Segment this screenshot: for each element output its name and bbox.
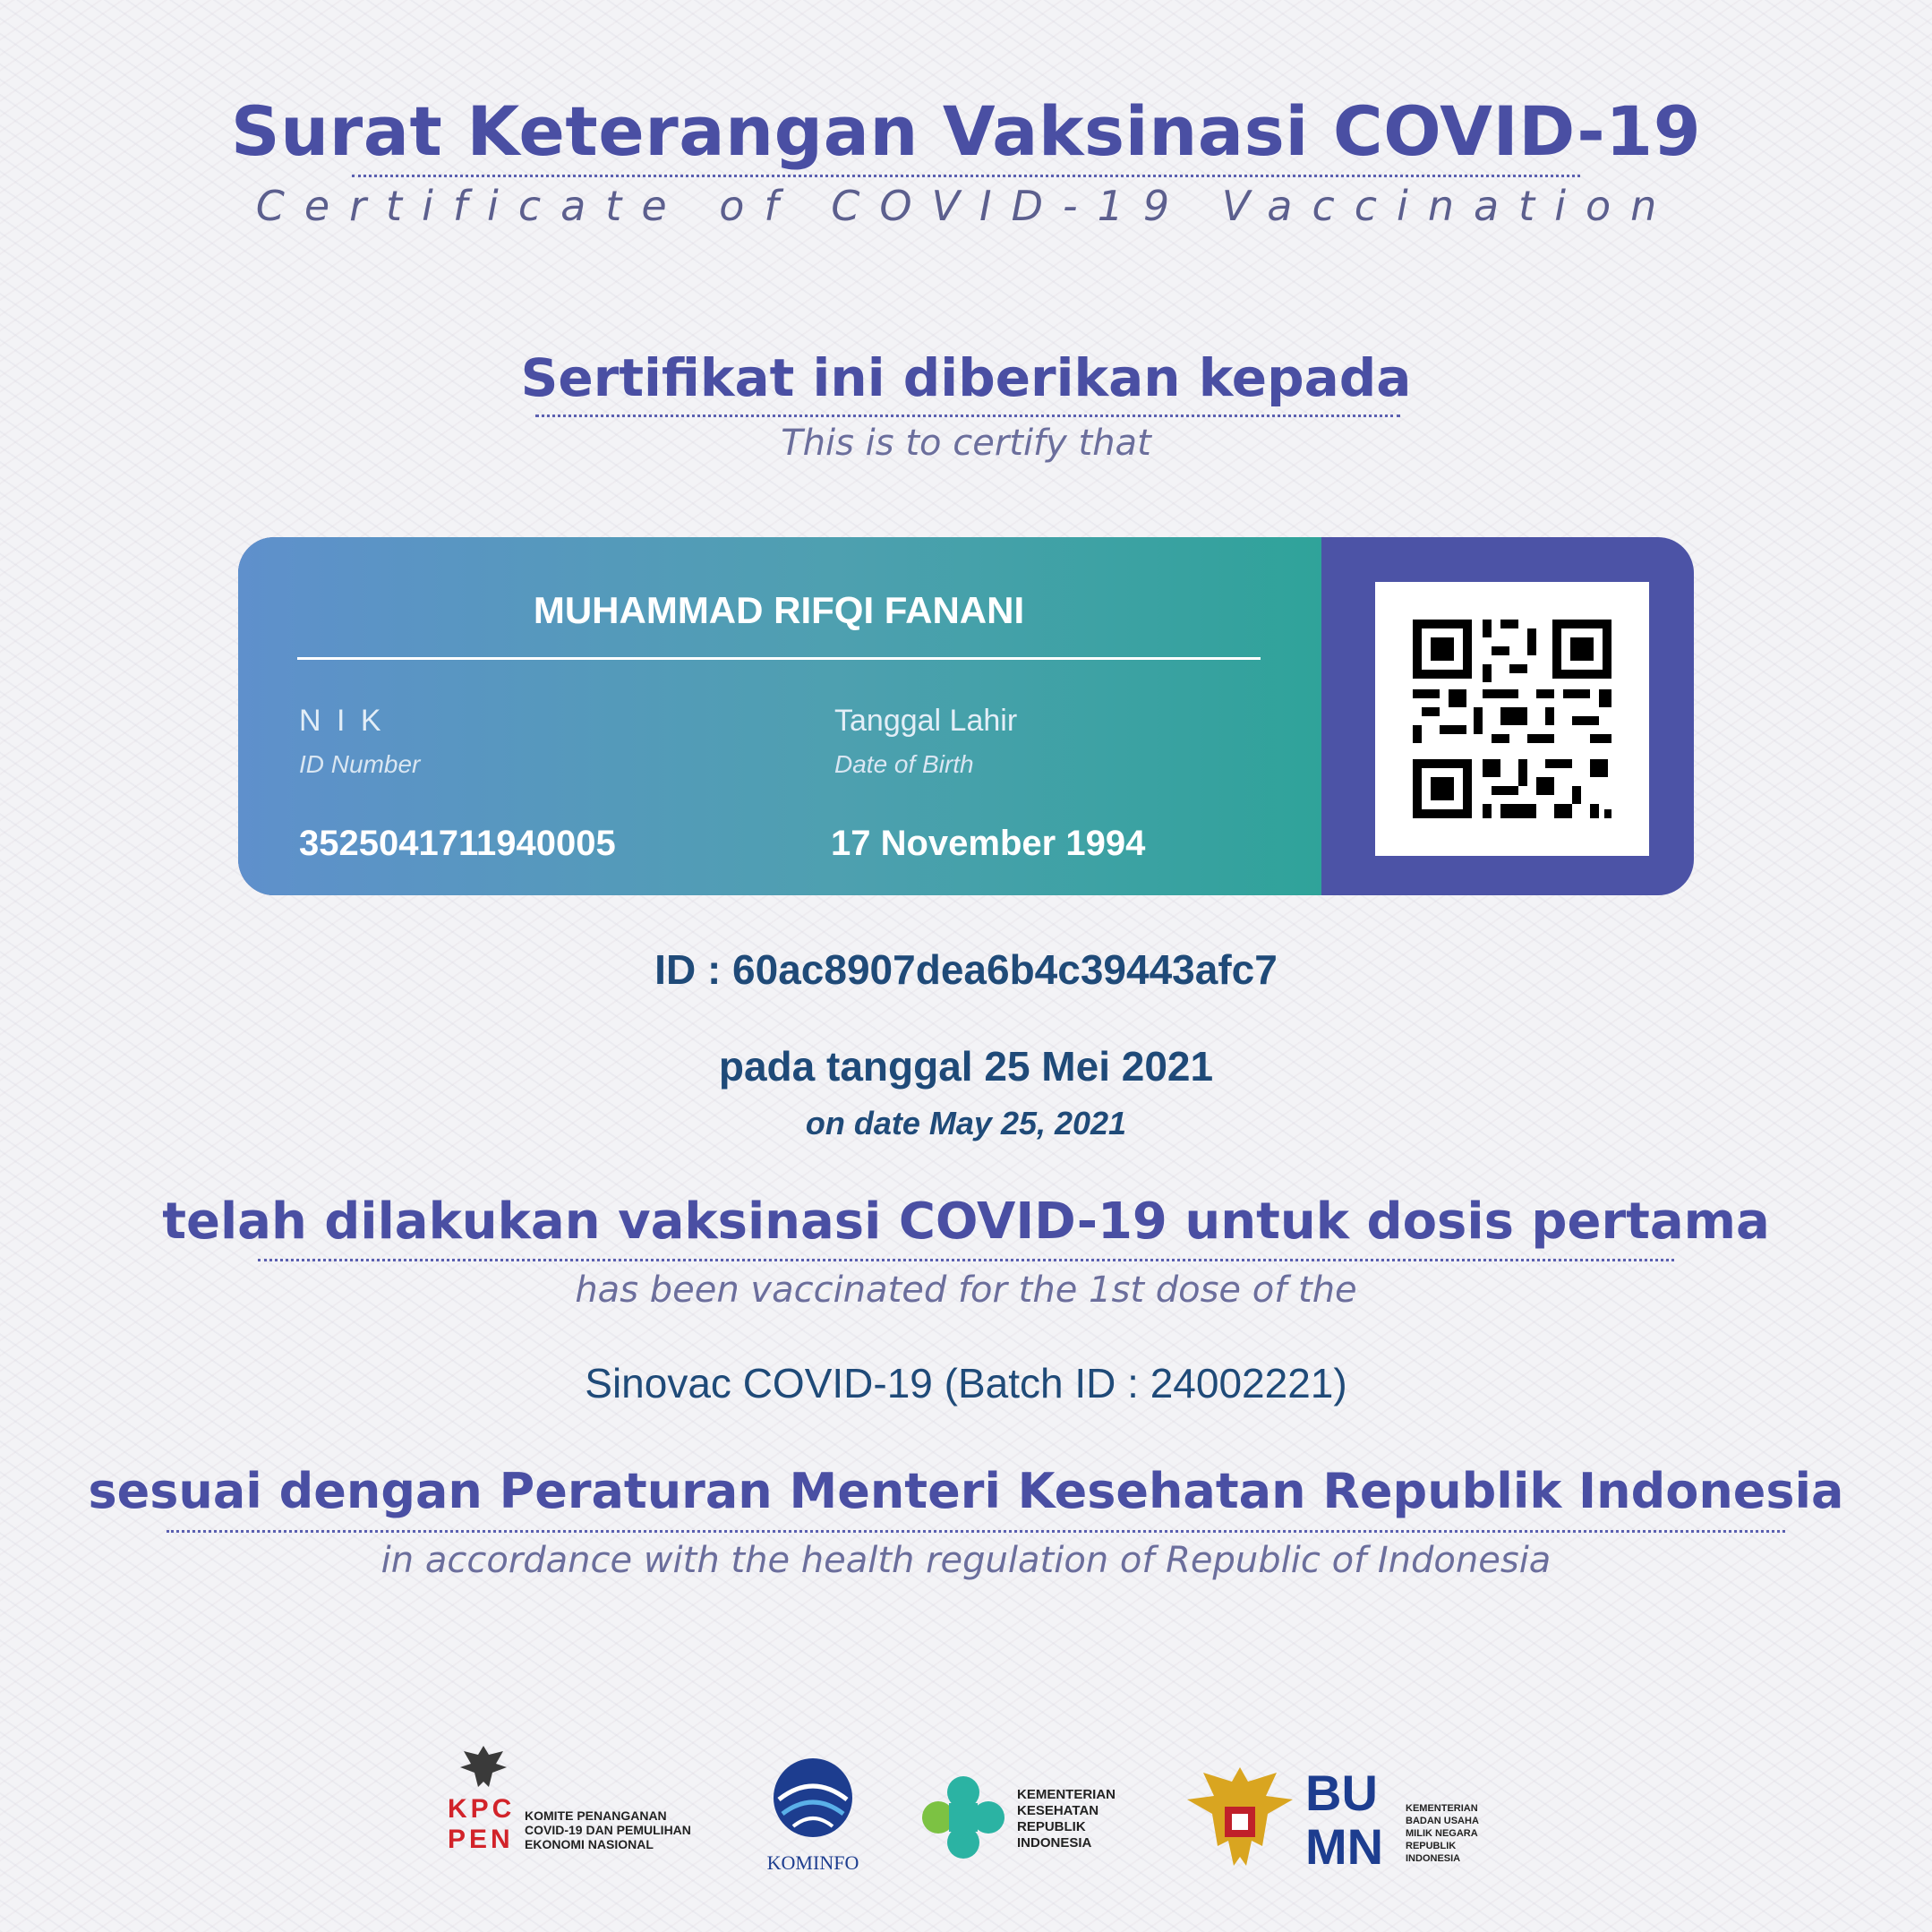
garuda-icon: [1182, 1760, 1298, 1876]
dob-label: Tanggal Lahir: [834, 704, 1018, 738]
title-divider: [352, 175, 1580, 177]
bumn-text-3: MILIK NEGARA: [1406, 1828, 1478, 1839]
garuda-small-icon: [457, 1742, 510, 1792]
kpcpen-mark-bottom: PEN: [448, 1825, 514, 1854]
vaccine-name: Sinovac COVID-19 (Batch ID : 24002221): [585, 1360, 1347, 1406]
kominfo-text: KOMINFO: [766, 1851, 859, 1874]
bumn-text-1: KEMENTERIAN: [1406, 1803, 1478, 1814]
bumn-logo: [1305, 1760, 1511, 1876]
regulation-heading: sesuai dengan Peraturan Menteri Kesehatan Republik Indonesia: [88, 1463, 1844, 1519]
holder-card: [238, 537, 1694, 895]
bumn-mark-bottom: MN: [1305, 1818, 1384, 1871]
qr-code-icon: [1375, 582, 1649, 856]
nik-label-en: ID Number: [299, 750, 421, 778]
nik-label: N I K: [299, 704, 385, 738]
qr-code: [1375, 582, 1649, 856]
regulation-divider: [167, 1530, 1785, 1533]
nik-value: 3525041711940005: [299, 824, 616, 863]
kominfo-logo: [759, 1755, 867, 1880]
kpcpen-mark-top: KPC: [448, 1794, 516, 1824]
garuda-pancasila-logo: [1182, 1760, 1298, 1876]
certificate-title: Surat Keterangan Vaksinasi COVID-19: [230, 91, 1702, 171]
dob-value: 17 November 1994: [831, 824, 1146, 863]
kpcpen-text-1: KOMITE PENANGANAN: [525, 1808, 667, 1823]
vaccination-date-en: on date May 25, 2021: [805, 1105, 1127, 1141]
dose-divider: [258, 1259, 1674, 1261]
bumn-text-2: BADAN USAHA: [1406, 1816, 1479, 1826]
holder-name: MUHAMMAD RIFQI FANANI: [533, 589, 1025, 631]
kemenkes-text-2: KESEHATAN: [1017, 1803, 1099, 1818]
kominfo-globe-icon: [770, 1755, 856, 1841]
kpcpen-text-3: EKONOMI NASIONAL: [525, 1837, 654, 1851]
kemenkes-text-4: INDONESIA: [1017, 1835, 1092, 1851]
regulation-subheading: in accordance with the health regulation of Republic of Indonesia: [380, 1540, 1552, 1581]
certify-heading: Sertifikat ini diberikan kepada: [520, 347, 1412, 408]
kpcpen-text-2: COVID-19 DAN PEMULIHAN: [525, 1823, 691, 1837]
certify-subheading: This is to certify that: [781, 423, 1151, 464]
certificate-subtitle: Certificate of COVID-19 Vaccination: [255, 182, 1677, 230]
dose-subheading: has been vaccinated for the 1st dose of the: [575, 1269, 1357, 1311]
kemenkes-text-3: REPUBLIK: [1017, 1819, 1086, 1834]
bumn-text-4: REPUBLIK: [1406, 1841, 1457, 1851]
bumn-mark-top: BU: [1305, 1765, 1378, 1821]
certificate-id: ID : 60ac8907dea6b4c39443afc7: [654, 946, 1278, 993]
dose-heading: telah dilakukan vaksinasi COVID-19 untuk dosis pertama: [162, 1193, 1770, 1251]
bumn-text-5: INDONESIA: [1406, 1853, 1461, 1864]
kemenkes-logo: [919, 1773, 1133, 1871]
holder-info-panel: [238, 537, 1321, 895]
dob-label-en: Date of Birth: [834, 750, 974, 778]
kemenkes-text-1: KEMENTERIAN: [1017, 1787, 1116, 1802]
kpcpen-logo: [448, 1742, 716, 1876]
vaccination-date: pada tanggal 25 Mei 2021: [718, 1043, 1214, 1090]
kemenkes-plus-icon: [919, 1773, 1008, 1862]
bumn-mark-icon: [1305, 1764, 1395, 1871]
certify-divider: [535, 415, 1400, 417]
name-divider: [297, 657, 1261, 660]
